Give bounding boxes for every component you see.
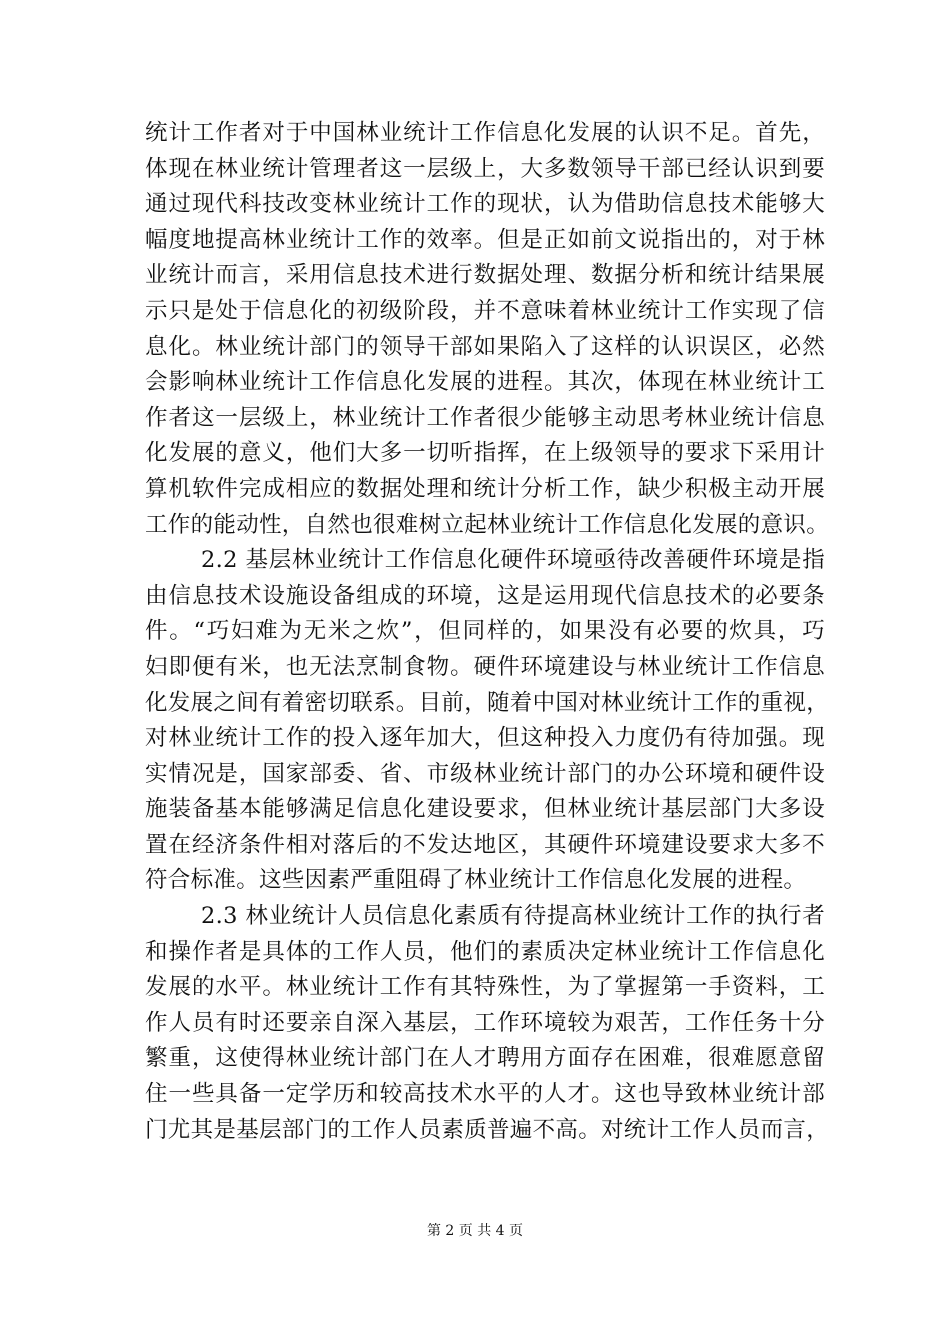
text-line: 实情况是，国家部委、省、市级林业统计部门的办公环境和硬件设 bbox=[145, 760, 825, 787]
paragraph-1 bbox=[145, 116, 830, 543]
text-line: 作者这一层级上，林业统计工作者很少能够主动思考林业统计信息 bbox=[145, 404, 825, 431]
text-line: 工作的能动性，自然也很难树立起林业统计工作信息化发展的意识。 bbox=[145, 511, 830, 538]
text-line: 体现在林业统计管理者这一层级上，大多数领导干部已经认识到要 bbox=[145, 155, 825, 182]
text-line: 化发展的意义，他们大多一切听指挥，在上级领导的要求下采用计 bbox=[145, 440, 825, 467]
text-line: 通过现代科技改变林业统计工作的现状，认为借助信息技术能够大 bbox=[145, 191, 825, 218]
text-line: 符合标准。这些因素严重阻碍了林业统计工作信息化发展的进程。 bbox=[145, 867, 807, 894]
text-line: 发展的水平。林业统计工作有其特殊性，为了掌握第一手资料，工 bbox=[145, 974, 825, 1001]
section-heading-line: 2.2 基层林业统计工作信息化硬件环境亟待改善硬件环境是指 bbox=[201, 547, 825, 574]
text-line: 施装备基本能够满足信息化建设要求，但林业统计基层部门大多设 bbox=[145, 796, 825, 823]
text-line: 息化。林业统计部门的领导干部如果陷入了这样的认识误区，必然 bbox=[145, 333, 825, 360]
text-line: 业统计而言，采用信息技术进行数据处理、数据分析和统计结果展 bbox=[145, 262, 825, 289]
text-line: 化发展之间有着密切联系。目前，随着中国对林业统计工作的重视， bbox=[145, 689, 830, 716]
text-line: 由信息技术设施设备组成的环境，这是运用现代信息技术的必要条 bbox=[145, 582, 825, 609]
page-number: 第 2 页 共 4 页 bbox=[426, 1223, 524, 1239]
page-footer bbox=[0, 1220, 950, 1240]
text-line: 作人员有时还要亲自深入基层，工作环境较为艰苦，工作任务十分 bbox=[145, 1009, 825, 1036]
text-line: 对林业统计工作的投入逐年加大，但这种投入力度仍有待加强。现 bbox=[145, 725, 825, 752]
text-line: 算机软件完成相应的数据处理和统计分析工作，缺少积极主动开展 bbox=[145, 475, 825, 502]
text-line: 住一些具备一定学历和较高技术水平的人才。这也导致林业统计部 bbox=[145, 1081, 825, 1108]
document-body bbox=[145, 116, 830, 1148]
text-line: 和操作者是具体的工作人员，他们的素质决定林业统计工作信息化 bbox=[145, 938, 825, 965]
text-line: 件。“巧妇难为无米之炊”，但同样的，如果没有必要的炊具，巧 bbox=[145, 618, 825, 645]
text-line: 置在经济条件相对落后的不发达地区，其硬件环境建设要求大多不 bbox=[145, 831, 825, 858]
text-line: 统计工作者对于中国林业统计工作信息化发展的认识不足。首先， bbox=[145, 120, 825, 146]
paragraph-3 bbox=[145, 899, 830, 1148]
text-line: 繁重，这使得林业统计部门在人才聘用方面存在困难，很难愿意留 bbox=[145, 1045, 825, 1072]
text-line: 会影响林业统计工作信息化发展的进程。其次，体现在林业统计工 bbox=[145, 369, 825, 396]
text-line: 门尤其是基层部门的工作人员素质普遍不高。对统计工作人员而言， bbox=[145, 1116, 830, 1143]
text-line: 示只是处于信息化的初级阶段，并不意味着林业统计工作实现了信 bbox=[145, 297, 825, 324]
text-line: 幅度地提高林业统计工作的效率。但是正如前文说指出的，对于林 bbox=[145, 226, 825, 253]
text-line: 妇即便有米，也无法烹制食物。硬件环境建设与林业统计工作信息 bbox=[145, 653, 825, 680]
section-heading-line: 2.3 林业统计人员信息化素质有待提高林业统计工作的执行者 bbox=[201, 903, 825, 930]
paragraph-2 bbox=[145, 543, 830, 899]
